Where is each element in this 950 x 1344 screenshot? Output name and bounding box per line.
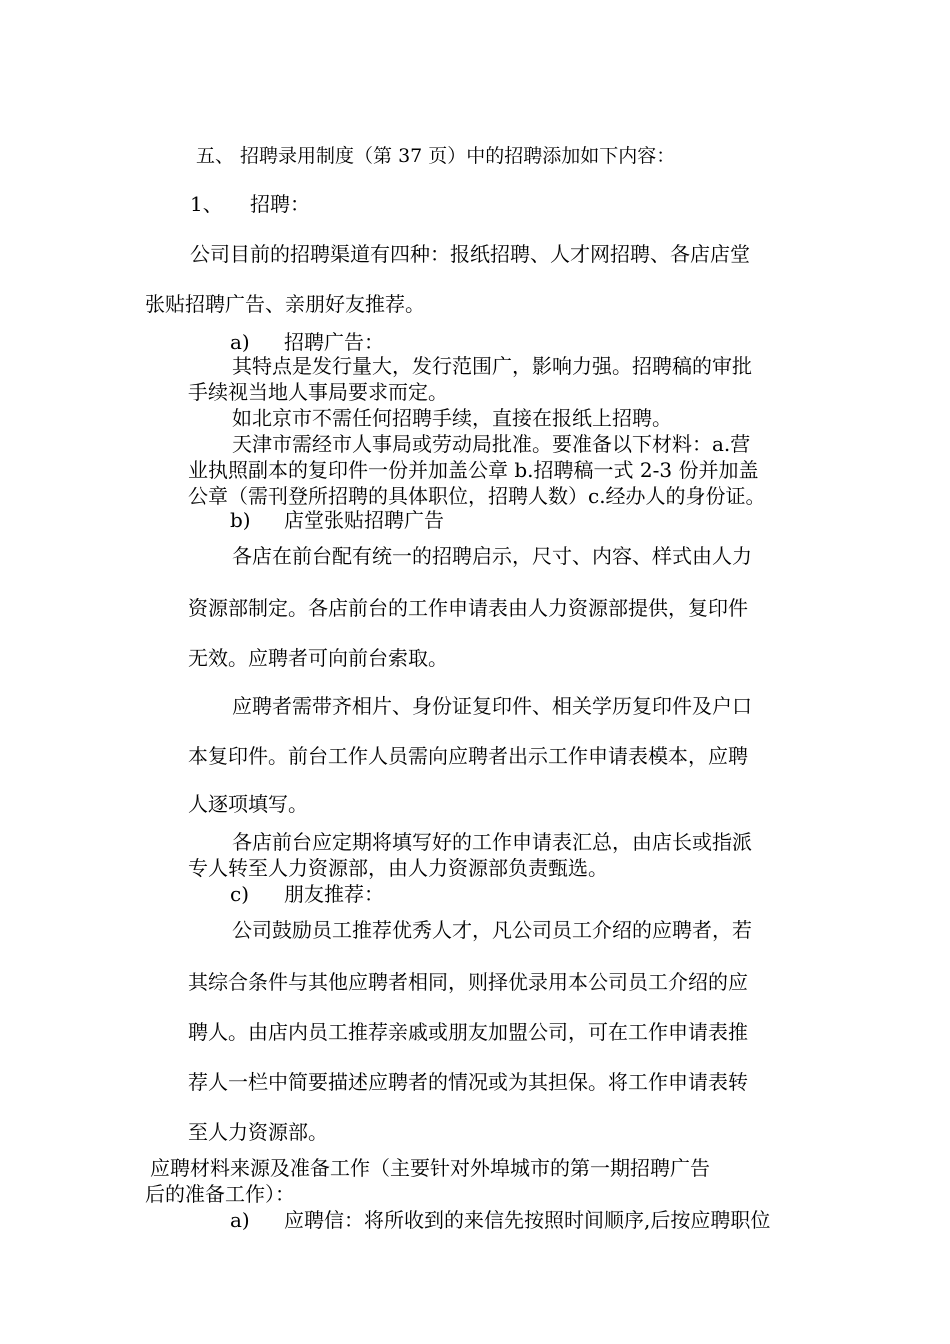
item-a-paragraph-1-line-2: 手续视当地人事局要求而定。 [188, 380, 448, 404]
item-a-paragraph-1-line-1: 其特点是发行量大，发行范围广，影响力强。招聘稿的审批 [232, 354, 752, 378]
item-a-paragraph-2: 如北京市不需任何招聘手续，直接在报纸上招聘。 [232, 406, 672, 430]
item-c-paragraph-1-line-2: 其综合条件与其他应聘者相同，则择优录用本公司员工介绍的应 [188, 970, 748, 994]
intro-line-2: 张贴招聘广告、亲朋好友推荐。 [145, 292, 425, 316]
item-c-marker: c) [230, 882, 250, 906]
item-b-paragraph-3-line-1: 各店前台应定期将填写好的工作申请表汇总，由店长或指派 [232, 830, 752, 854]
intro-line-1: 公司目前的招聘渠道有四种：报纸招聘、人才网招聘、各店店堂 [190, 242, 750, 266]
item-c-paragraph-1-line-1: 公司鼓励员工推荐优秀人才，凡公司员工介绍的应聘者，若 [232, 918, 752, 942]
item-b-title: 店堂张贴招聘广告 [284, 508, 444, 532]
item-a-paragraph-3-line-1: 天津市需经市人事局或劳动局批准。要准备以下材料：a.营 [232, 432, 751, 456]
prep-heading-line-1: 应聘材料来源及准备工作（主要针对外埠城市的第一期招聘广告 [150, 1156, 710, 1180]
prep-heading-line-2: 后的准备工作）： [145, 1182, 295, 1206]
item-b-paragraph-1-line-2: 资源部制定。各店前台的工作申请表由人力资源部提供，复印件 [188, 596, 748, 620]
item-c-paragraph-1-line-4: 荐人一栏中简要描述应聘者的情况或为其担保。将工作申请表转 [188, 1070, 748, 1094]
item-c-paragraph-1-line-3: 聘人。由店内员工推荐亲戚或朋友加盟公司，可在工作申请表推 [188, 1020, 748, 1044]
item-b-paragraph-2-line-3: 人逐项填写。 [188, 792, 308, 816]
item-c-title: 朋友推荐： [284, 882, 384, 906]
subsection-title: 招聘： [250, 192, 310, 216]
prep-item-a-text: 应聘信：将所收到的来信先按照时间顺序,后按应聘职位 [284, 1208, 771, 1232]
subsection-number: 1、 [190, 192, 223, 216]
section-title: 五、 招聘录用制度（第 37 页）中的招聘添加如下内容： [196, 145, 676, 167]
item-b-marker: b) [230, 508, 251, 532]
item-a-paragraph-3-line-2: 业执照副本的复印件一份并加盖公章 b.招聘稿一式 2-3 份并加盖 [188, 458, 759, 482]
prep-item-a-marker: a) [230, 1208, 250, 1232]
item-a-paragraph-3-line-3: 公章（需刊登所招聘的具体职位，招聘人数）c.经办人的身份证。 [188, 484, 766, 508]
item-b-paragraph-3-line-2: 专人转至人力资源部，由人力资源部负责甄选。 [188, 856, 608, 880]
item-b-paragraph-1-line-1: 各店在前台配有统一的招聘启示，尺寸、内容、样式由人力 [232, 544, 752, 568]
item-a-marker: a) [230, 330, 250, 354]
item-b-paragraph-1-line-3: 无效。应聘者可向前台索取。 [188, 646, 448, 670]
item-b-paragraph-2-line-1: 应聘者需带齐相片、身份证复印件、相关学历复印件及户口 [232, 694, 752, 718]
item-b-paragraph-2-line-2: 本复印件。前台工作人员需向应聘者出示工作申请表模本，应聘 [188, 744, 748, 768]
item-c-paragraph-1-line-5: 至人力资源部。 [188, 1120, 328, 1144]
item-a-title: 招聘广告： [284, 330, 384, 354]
